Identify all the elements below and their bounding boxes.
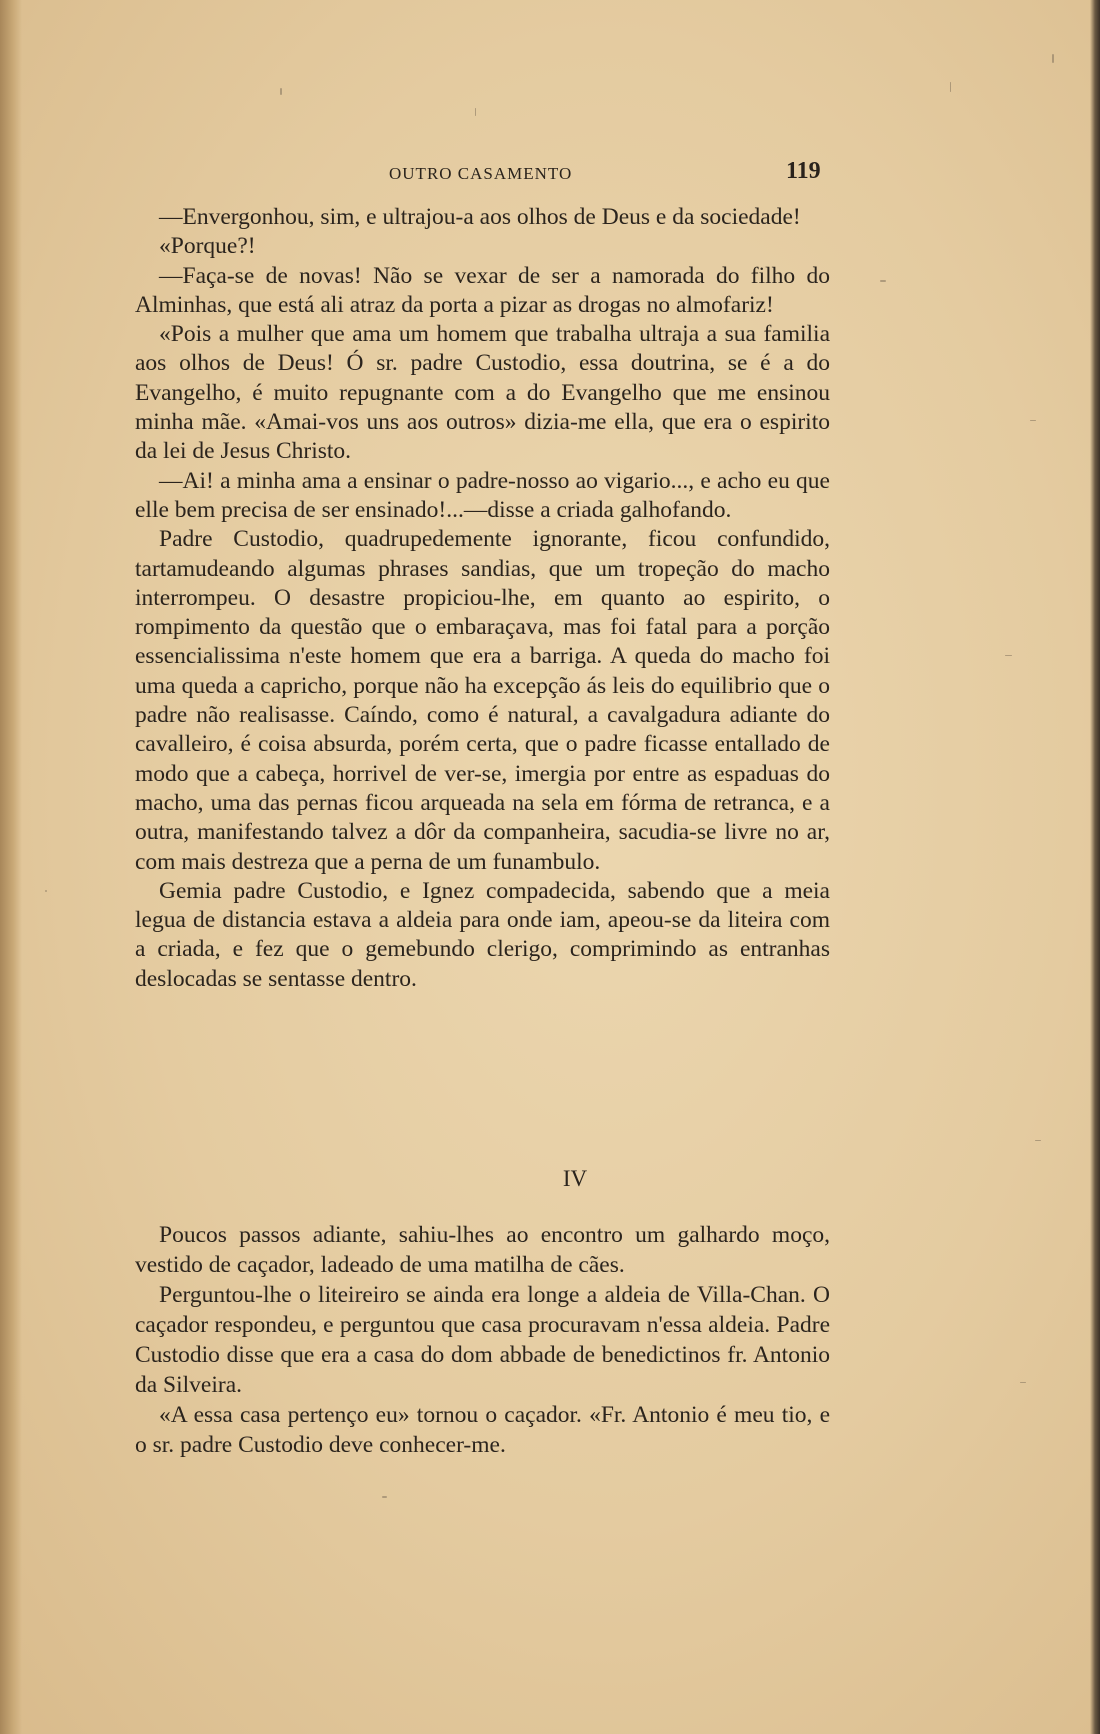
paragraph: Poucos passos adiante, sahiu-lhes ao encontro um galhardo moço, vestido de caçador, ladeado de uma matilha de cães. <box>135 1222 830 1278</box>
section-heading: IV <box>562 1166 588 1191</box>
paragraph: Padre Custodio, quadrupedemente ignorante, ficou confundido, tartamudeando algumas phrases sandias, que um tropeção do macho interrompeu. O desastre propiciou-lhe, em quanto ao espirito, o rompimento da questão que o embaraçava, mas foi fatal para a porção essencialissima n'este homem que era a barriga. A queda do macho foi uma queda a capricho, porque não ha excepção ás leis do equilibrio que o padre não realisasse. Caíndo, como é natural, a cavalgadura adiante do cavalleiro, é coisa absurda, porém certa, que o padre ficasse entallado de modo que a cabeça, horrivel de ver-se, imergia por entre as espaduas do macho, uma das pernas ficou arqueada na sela em fórma de retranca, e a outra, manifestando talvez a dôr da companheira, sacudia-se livre no ar, com mais destreza que a perna de um funambulo. <box>135 526 830 875</box>
paragraph: Gemia padre Custodio, e Ignez compadecida, sabendo que a meia legua de distancia estava a aldeia para onde iam, apeou-se da liteira com a criada, e fez que o gemebundo clerigo, comprimindo as entranhas deslocadas se sentasse dentro. <box>135 877 830 992</box>
paper-speck <box>1020 1382 1026 1383</box>
paper-speck <box>45 890 47 892</box>
paper-speck <box>475 108 476 116</box>
paragraph: Perguntou-lhe o liteireiro se ainda era longe a aldeia de Villa-Chan. O caçador respondeu, e perguntou que casa procuravam n'essa aldeia. Padre Custodio disse que era a casa do dom abbade de benedictinos fr. Antonio da Silveira. <box>135 1282 830 1398</box>
body-text <box>135 203 830 994</box>
paper-speck <box>280 88 282 95</box>
paper-speck <box>1030 420 1036 421</box>
paragraph: «Porque?! <box>159 233 256 260</box>
paragraph: —Envergonhou, sim, e ultrajou-a aos olhos de Deus e da sociedade! <box>159 204 801 230</box>
paragraph: «A essa casa pertenço eu» tornou o caçador. «Fr. Antonio é meu tio, e o sr. padre Custodio deve conhecer-me. <box>135 1402 830 1458</box>
page-number: 119 <box>786 158 821 184</box>
paper-speck <box>1035 1140 1041 1141</box>
page-edge-shadow <box>1090 0 1100 1734</box>
paragraph: «Pois a mulher que ama um homem que trabalha ultraja a sua familia aos olhos de Deus! Ó sr. padre Custodio, essa doutrina, se é a do Evangelho, é muito repugnante com a do Evangelho que me ensinou minha mãe. «Amai-vos uns aos outros» dizia-me ella, que era o espirito da lei de Jesus Christo. <box>135 321 830 465</box>
paper-speck <box>1005 655 1012 656</box>
paper-speck <box>382 1496 387 1498</box>
paper-speck <box>880 280 886 282</box>
running-title: OUTRO CASAMENTO <box>389 164 573 183</box>
paragraph: —Faça-se de novas! Não se vexar de ser a namorada do filho do Alminhas, que está ali atraz da porta a pizar as drogas no almofariz! <box>135 262 830 318</box>
page-spine-shadow <box>0 0 22 1734</box>
paragraph: —Ai! a minha ama a ensinar o padre-nosso ao vigario..., e acho eu que elle bem precisa de ser ensinado!...—disse a criada galhofando. <box>135 467 830 523</box>
paper-speck <box>1052 54 1054 63</box>
paper-speck <box>950 82 951 92</box>
section-text <box>135 1220 830 1460</box>
